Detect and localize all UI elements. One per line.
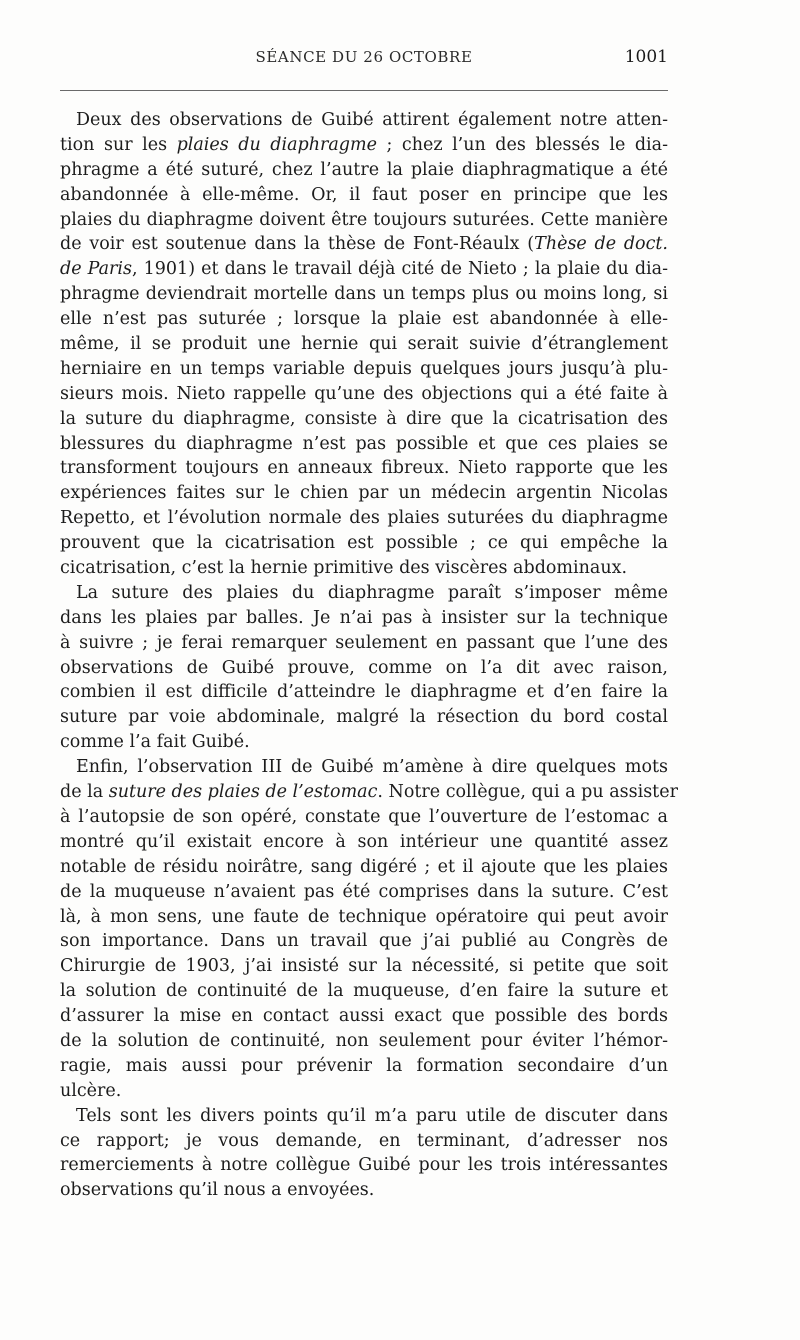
text-line: de la solution de continuité, non seulement pour éviter l’hémor-	[60, 1030, 668, 1051]
page-number: 1001	[624, 47, 668, 67]
running-title: SÉANCE DU 26 OCTOBRE	[255, 48, 473, 66]
italic-term: de Paris	[60, 259, 133, 280]
text-line: phragme a été suturé, chez l’autre la plaie diaphragmatique a été	[60, 159, 668, 180]
text-line: à l’autopsie de son opéré, constate que l’ouverture de l’estomac a	[60, 806, 668, 827]
text-line: ce rapport; je vous demande, en terminant, d’adresser nos	[60, 1130, 668, 1151]
text-line: herniaire en un temps variable depuis quelques jours jusqu’à plu-	[60, 358, 668, 379]
italic-term: Thèse de doct.	[534, 234, 668, 255]
italic-term: suture des plaies de l’estomac	[108, 782, 378, 803]
text-line: transforment toujours en anneaux fibreux. Nieto rapporte que les	[60, 458, 668, 479]
text-line: la solution de continuité de la muqueuse, d’en faire la suture et	[60, 981, 668, 1002]
text-line: observations de Guibé prouve, comme on l’a dit avec raison,	[60, 657, 668, 678]
body-text	[60, 108, 678, 1203]
text-line: de la muqueuse n’avaient pas été comprises dans la suture. C’est	[60, 881, 668, 902]
text-line: même, il se produit une hernie qui serait suivie d’étranglement	[60, 334, 668, 355]
text-line: sieurs mois. Nieto rappelle qu’une des objections qui a été faite à	[60, 383, 668, 404]
text-line: La suture des plaies du diaphragme paraît s’imposer même	[76, 582, 668, 603]
text-line: prouvent que la cicatrisation est possible ; ce qui empêche la	[60, 533, 668, 554]
text-line: dans les plaies par balles. Je n’ai pas à insister sur la technique	[60, 607, 668, 628]
text-line: notable de résidu noirâtre, sang digéré ; et il ajoute que les plaies	[60, 856, 668, 877]
text-line: à suivre ; je ferai remarquer seulement en passant que l’une des	[60, 632, 668, 653]
text-line: son importance. Dans un travail que j’ai publié au Congrès de	[60, 931, 668, 952]
text-line: suture par voie abdominale, malgré la résection du bord costal	[60, 707, 668, 728]
text-line: combien il est difficile d’atteindre le diaphragme et d’en faire la	[60, 682, 668, 703]
text-line: Enfin, l’observation III de Guibé m’amène à dire quelques mots	[76, 757, 668, 778]
text-line: Repetto, et l’évolution normale des plaies suturées du diaphragme	[60, 508, 668, 529]
text-line: remerciements à notre collègue Guibé pour les trois intéressantes	[60, 1155, 668, 1176]
text-line: de la suture des plaies de l’estomac. Notre collègue, qui a pu assister	[60, 782, 678, 803]
text-line: cicatrisation, c’est la hernie primitive des viscères abdominaux.	[60, 558, 628, 579]
text-line: elle n’est pas suturée ; lorsque la plaie est abandonnée à elle-	[60, 309, 668, 330]
italic-term: plaies du diaphragme	[176, 134, 377, 155]
text-line: comme l’a fait Guibé.	[60, 732, 250, 753]
text-line: Tels sont les divers points qu’il m’a paru utile de discuter dans	[76, 1105, 668, 1126]
text-line: la suture du diaphragme, consiste à dire que la cicatrisation des	[60, 408, 668, 429]
header-rule	[60, 90, 668, 91]
text-line: de Paris, 1901) et dans le travail déjà cité de Nieto ; la plaie du dia-	[60, 259, 668, 280]
text-line: Chirurgie de 1903, j’ai insisté sur la nécessité, si petite que soit	[60, 956, 668, 977]
text-line: tion sur les plaies du diaphragme ; chez l’un des blessés le dia-	[60, 134, 668, 155]
text-line: plaies du diaphragme doivent être toujours suturées. Cette manière	[60, 209, 668, 230]
text-line: blessures du diaphragme n’est pas possible et que ces plaies se	[60, 433, 668, 454]
text-line: montré qu’il existait encore à son intérieur une quantité assez	[60, 831, 668, 852]
text-line: expériences faites sur le chien par un médecin argentin Nicolas	[60, 483, 668, 504]
text-line: de voir est soutenue dans la thèse de Font-Réaulx (Thèse de doct.	[60, 234, 668, 255]
text-line: d’assurer la mise en contact aussi exact que possible des bords	[60, 1006, 668, 1027]
text-line: observations qu’il nous a envoyées.	[60, 1180, 375, 1201]
text-line: ragie, mais aussi pour prévenir la formation secondaire d’un	[60, 1055, 668, 1076]
text-line: abandonnée à elle-même. Or, il faut poser en principe que les	[60, 184, 668, 205]
text-line: ulcère.	[60, 1080, 122, 1101]
text-line: là, à mon sens, une faute de technique opératoire qui peut avoir	[60, 906, 668, 927]
text-line: Deux des observations de Guibé attirent également notre atten-	[76, 110, 668, 130]
running-head	[60, 48, 668, 76]
text-line: phragme deviendrait mortelle dans un temps plus ou moins long, si	[60, 284, 668, 305]
